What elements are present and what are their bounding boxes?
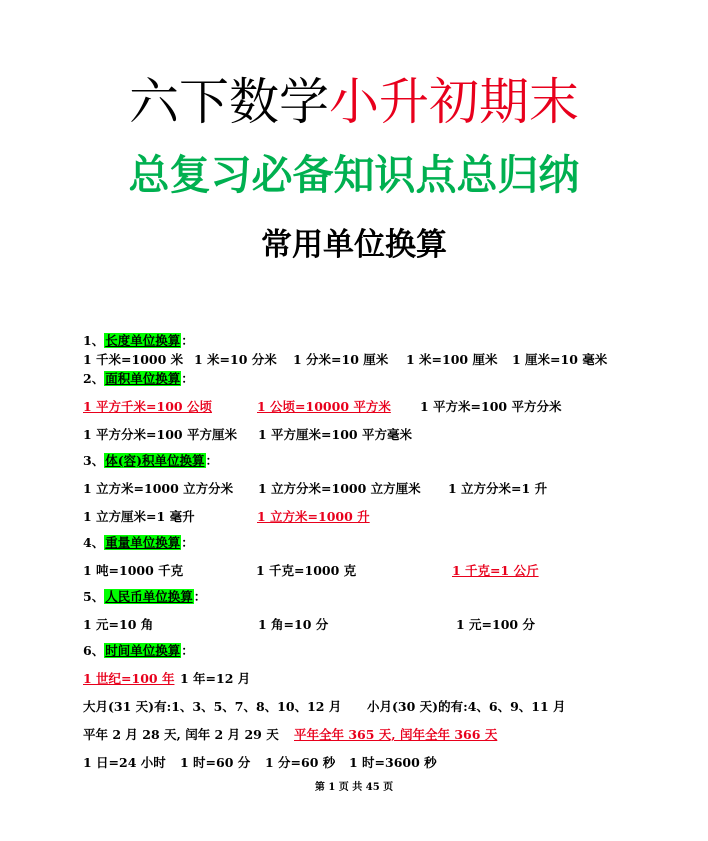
conversion-item-key: 1 世纪=100 年 xyxy=(83,671,175,686)
section-header-area: 2、面积单位换算： xyxy=(83,371,194,386)
conversion-item: 1 立方分米=1 升 xyxy=(448,481,548,496)
conversion-item: 1 立方米=1000 立方分米 xyxy=(83,481,234,496)
conversion-item: 1 米=10 分米 xyxy=(194,352,277,367)
conversion-item: 1 元=100 分 xyxy=(456,617,535,632)
conversion-item: 1 厘米=10 毫米 xyxy=(512,352,608,367)
conversion-item: 1 分米=10 厘米 xyxy=(293,352,389,367)
conversion-item: 1 角=10 分 xyxy=(258,617,329,632)
conversion-item: 1 分=60 秒 xyxy=(265,755,336,770)
conversion-item: 1 千克=1000 克 xyxy=(256,563,357,578)
section-label-money: 人民币单位换算 xyxy=(105,589,193,604)
conversion-item-key: 1 平方千米=100 公顷 xyxy=(83,399,212,414)
conversion-item: 大月(31 天)有:1、3、5、7、8、10、12 月 xyxy=(83,699,342,714)
section-label-volume: 体(容)积单位换算 xyxy=(105,453,205,468)
conversion-item: 1 元=10 角 xyxy=(83,617,154,632)
conversion-item: 平年 2 月 28 天, 闰年 2 月 29 天 xyxy=(83,727,279,742)
main-title-part2: 小升初期末 xyxy=(329,73,579,131)
conversion-item: 1 时=3600 秒 xyxy=(349,755,437,770)
conversion-item-key: 平年全年 365 天, 闰年全年 366 天 xyxy=(294,727,498,742)
conversion-item-key: 1 公顷=10000 平方米 xyxy=(257,399,391,414)
section-label-area: 面积单位换算 xyxy=(105,371,181,386)
conversion-item: 1 日=24 小时 xyxy=(83,755,166,770)
conversion-item: 1 平方厘米=100 平方毫米 xyxy=(258,427,412,442)
conversion-item: 1 立方分米=1000 立方厘米 xyxy=(258,481,421,496)
conversion-item-key: 1 立方米=1000 升 xyxy=(257,509,370,524)
section-header-volume: 3、体(容)积单位换算： xyxy=(83,453,219,468)
conversion-item: 1 时=60 分 xyxy=(180,755,251,770)
conversion-item: 1 吨=1000 千克 xyxy=(83,563,184,578)
section-header-length: 1、长度单位换算： xyxy=(83,333,194,348)
main-title-part1: 六下数学 xyxy=(129,73,329,131)
page-number-footer: 第 1 页 共 45 页 xyxy=(314,782,394,793)
section-label-length: 长度单位换算 xyxy=(105,333,181,348)
conversion-item: 1 平方米=100 平方分米 xyxy=(420,399,562,414)
section-header-weight: 4、重量单位换算： xyxy=(83,535,194,550)
conversion-item: 1 千米=1000 米 xyxy=(83,352,184,367)
conversion-item: 1 平方分米=100 平方厘米 xyxy=(83,427,237,442)
section-header-money: 5、人民币单位换算： xyxy=(83,589,207,604)
conversion-item: 1 米=100 厘米 xyxy=(406,352,498,367)
main-title xyxy=(0,72,708,132)
conversion-item: 1 立方厘米=1 毫升 xyxy=(83,509,195,524)
section-label-weight: 重量单位换算 xyxy=(105,535,181,550)
subtitle: 总复习必备知识点总归纳 xyxy=(128,151,580,199)
conversion-item: 小月(30 天)的有:4、6、9、11 月 xyxy=(367,699,566,714)
conversion-item-key: 1 千克=1 公斤 xyxy=(452,563,539,578)
section-heading: 常用单位换算 xyxy=(261,227,447,263)
section-label-time: 时间单位换算 xyxy=(105,643,181,658)
conversion-item: 1 年=12 月 xyxy=(180,671,251,686)
section-header-time: 6、时间单位换算： xyxy=(83,643,194,658)
